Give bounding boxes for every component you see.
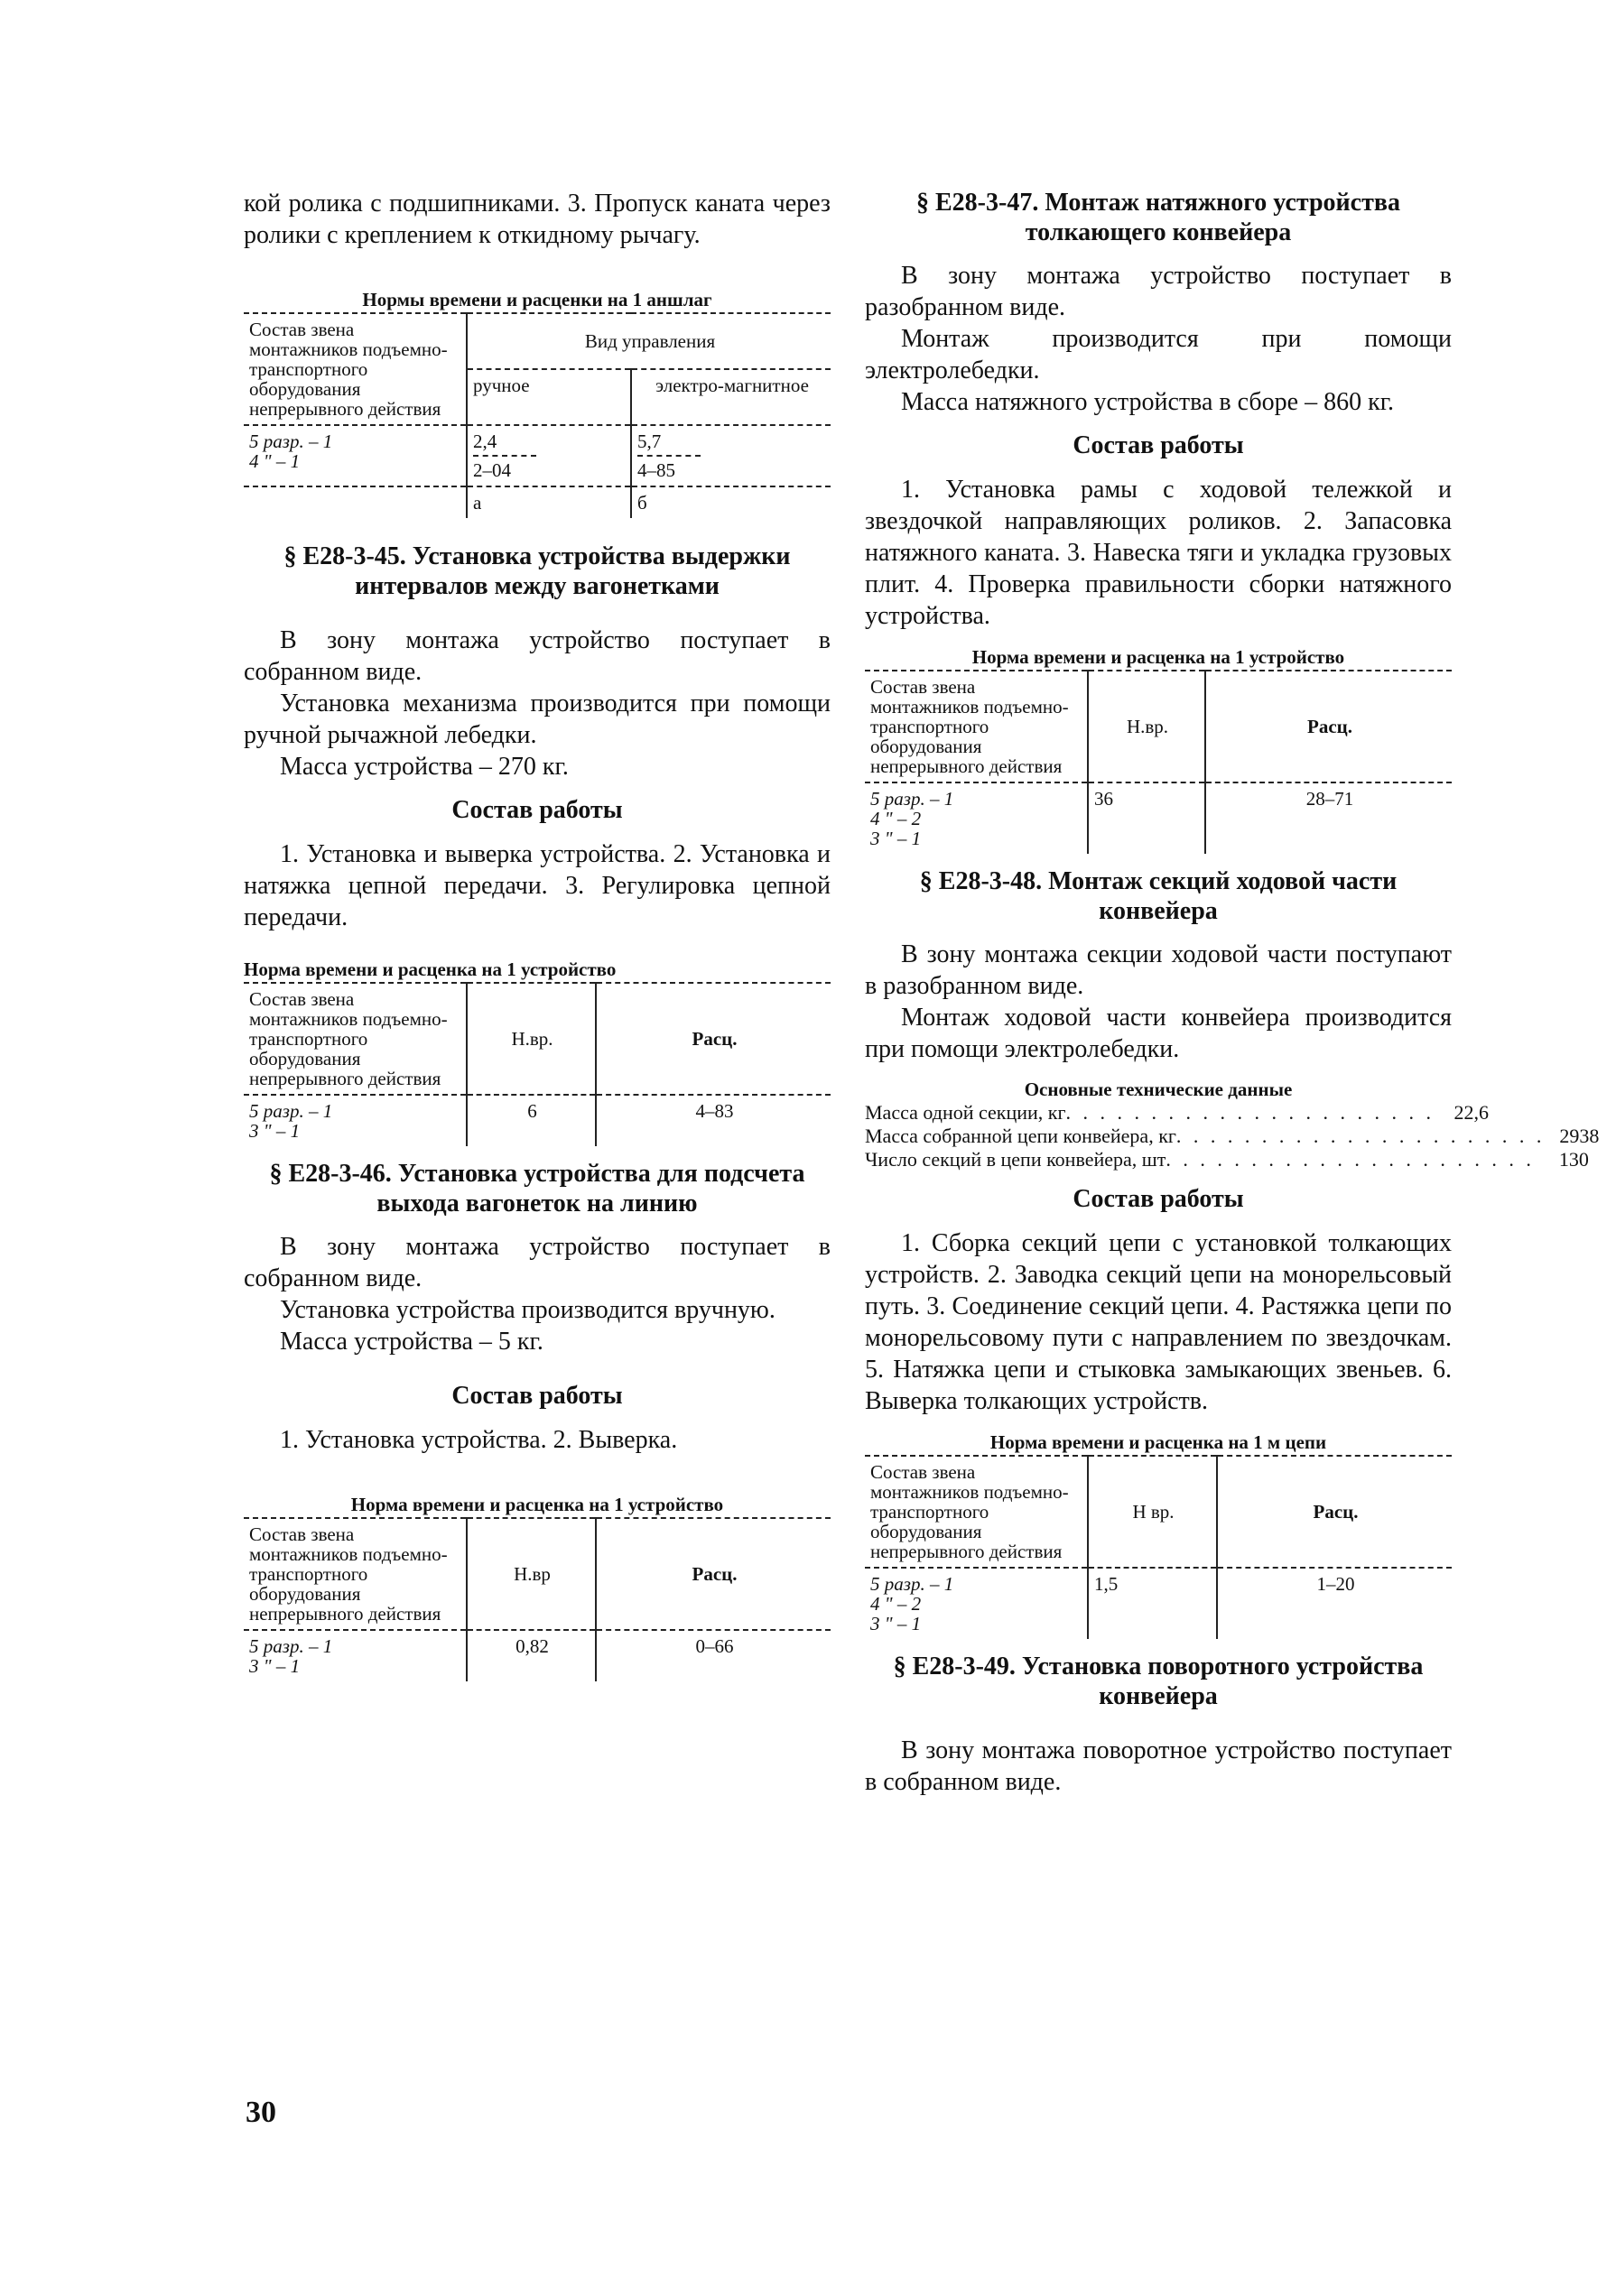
sec47-p3: Масса натяжного устройства в сборе – 860 кг. (901, 388, 1395, 416)
sec48-work: 1. Сборка секций цепи с установкой толкающих устройств. 2. Заводка секций цепи на монорельсовый путь. 3. Соединение секций цепи. 4. Растяжка цепи по монорельсовому пути с направлением по звездочкам. 5. Натяжка цепи и стыковка замыкающих звеньев. 6. Выверка толкающих устройств. (865, 1229, 1452, 1415)
specs-title: Основные технические данные (1024, 1079, 1293, 1100)
table1-v1: 2,4 2–04 (467, 425, 631, 486)
sec46-crew: 5 разр. – 1 3 " – 1 (249, 1635, 333, 1677)
sec47-col3-header: Расц. (1205, 671, 1452, 782)
sec46-col3-header: Расц. (596, 1518, 831, 1630)
sec47-work-title: Состав работы (1073, 431, 1244, 459)
sec49-title: § Е28-3-49. Установка поворотного устройства конвейера (893, 1653, 1424, 1710)
sec47-p2: Монтаж производится при помощи электролебедки. (865, 325, 1452, 384)
sec45-p1: В зону монтажа устройство поступает в собранном виде. (244, 626, 831, 686)
sec45-table (244, 982, 831, 1146)
page-number: 30 (246, 2096, 276, 2129)
sec47-table (865, 670, 1452, 854)
table1-caption: Нормы времени и расценки на 1 аншлаг (362, 289, 712, 310)
sec48-title: § Е28-3-48. Монтаж секций ходовой части конвейера (919, 867, 1398, 925)
sec48-nvr: 1,5 (1088, 1568, 1217, 1639)
sec46-p3: Масса устройства – 5 кг. (280, 1328, 543, 1356)
sec47-nvr: 36 (1088, 782, 1205, 854)
table1-letter2: б (631, 486, 831, 518)
sec48-col1-header: Состав звена монтажников подъемно-транспортного оборудования непрерывного действия (865, 1456, 1088, 1568)
sec48-rasc: 1–20 (1217, 1568, 1452, 1639)
sec47-rasc: 28–71 (1205, 782, 1452, 854)
spec-row: Масса собранной цепи конвейера, кг . . . . . . . . . . . . . . . . . . . . . . 2938 (865, 1125, 1600, 1147)
sec46-work-title: Состав работы (451, 1382, 623, 1410)
sec47-work: 1. Установка рамы с ходовой тележкой и звездочкой направляющих роликов. 2. Запасовка натяжного каната. 3. Навеска тяги и укладка грузовых плит. 4. Проверка правильности сборки натяжного устройства. (865, 476, 1452, 630)
sec49-p1: В зону монтажа поворотное устройство поступает в собранном виде. (865, 1736, 1452, 1796)
sec45-caption: Норма времени и расценка на 1 устройство (244, 958, 617, 980)
table1-sub2: электро-магнитное (631, 369, 831, 425)
sec48-p2: Монтаж ходовой части конвейера производится при помощи электролебедки. (865, 1004, 1452, 1063)
sec45-work: 1. Установка и выверка устройства. 2. Установка и натяжка цепной передачи. 3. Регулировка цепной передачи. (244, 840, 831, 931)
right-column (865, 188, 1600, 1798)
sec45-col1-header: Состав звена монтажников подъемно-транспортного оборудования непрерывного действия (244, 983, 467, 1095)
sec48-col3-header: Расц. (1217, 1456, 1452, 1568)
sec47-col2-header: Н.вр. (1088, 671, 1205, 782)
sec46-nvr: 0,82 (467, 1630, 596, 1681)
sec46-p2: Установка устройства производится вручную. (280, 1296, 775, 1324)
sec45-work-title: Состав работы (451, 796, 623, 824)
sec45-rasc: 4–83 (596, 1095, 831, 1146)
sec48-work-title: Состав работы (1073, 1185, 1244, 1213)
sec45-nvr: 6 (467, 1095, 596, 1146)
sec45-title: § Е28-3-45. Установка устройства выдержки интервалов между вагонетками (283, 542, 791, 600)
sec46-title: § Е28-3-46. Установка устройства для подсчета выхода вагонеток на линию (269, 1160, 805, 1217)
sec48-col2-header: Н вр. (1088, 1456, 1217, 1568)
table1-crew: 5 разр. – 1 4 " – 1 (244, 425, 467, 486)
table1-sub1: ручное (467, 369, 631, 425)
table1-group-header: Вид управления (467, 313, 831, 369)
sec46-caption: Норма времени и расценка на 1 устройство (350, 1494, 724, 1515)
spec-row: Масса одной секции, кг . . . . . . . . . . . . . . . . . . . . . . 22,6 (865, 1101, 1490, 1124)
sec48-caption: Норма времени и расценка на 1 м цепи (989, 1431, 1327, 1453)
specs-block (865, 1078, 1600, 1171)
spec-row: Число секций в цепи конвейера, шт . . . . . . . . . . . . . . . . . . . . . . 130 (865, 1148, 1589, 1171)
sec46-work: 1. Установка устройства. 2. Выверка. (280, 1426, 678, 1454)
sec46-table (244, 1517, 831, 1681)
sec45-col3-header: Расц. (596, 983, 831, 1095)
table1-col1-header: Состав звена монтажников подъемно-транспортного оборудования непрерывного действия (244, 313, 467, 425)
sec46-p1: В зону монтажа устройство поступает в собранном виде. (244, 1233, 831, 1292)
sec48-crew: 5 разр. – 1 4 " – 2 3 " – 1 (870, 1573, 954, 1634)
sec47-caption: Норма времени и расценка на 1 устройство (971, 646, 1345, 668)
sec46-col2-header: Н.вр (467, 1518, 596, 1630)
table1-v2: 5,7 4–85 (631, 425, 831, 486)
sec47-col1-header: Состав звена монтажников подъемно-транспортного оборудования непрерывного действия (865, 671, 1088, 782)
sec46-rasc: 0–66 (596, 1630, 831, 1681)
sec48-p1: В зону монтажа секции ходовой части поступают в разобранном виде. (865, 940, 1452, 1000)
sec47-p1: В зону монтажа устройство поступает в разобранном виде. (865, 262, 1452, 321)
sec45-col2-header: Н.вр. (467, 983, 596, 1095)
table1 (244, 312, 831, 518)
table1-letter1: а (467, 486, 631, 518)
sec48-table (865, 1455, 1452, 1639)
intro-text: кой ролика с подшипниками. 3. Пропуск каната через ролики с креплением к откидному рычагу. (244, 190, 831, 249)
sec45-crew: 5 разр. – 1 3 " – 1 (249, 1100, 333, 1142)
sec47-crew: 5 разр. – 1 4 " – 2 3 " – 1 (870, 788, 954, 849)
sec47-title: § Е28-3-47. Монтаж натяжного устройства толкающего конвейера (916, 189, 1400, 246)
left-column (244, 188, 831, 1681)
sec45-p3: Масса устройства – 270 кг. (280, 753, 569, 781)
sec46-col1-header: Состав звена монтажников подъемно-транспортного оборудования непрерывного действия (244, 1518, 467, 1630)
sec45-p2: Установка механизма производится при помощи ручной рычажной лебедки. (244, 690, 831, 749)
